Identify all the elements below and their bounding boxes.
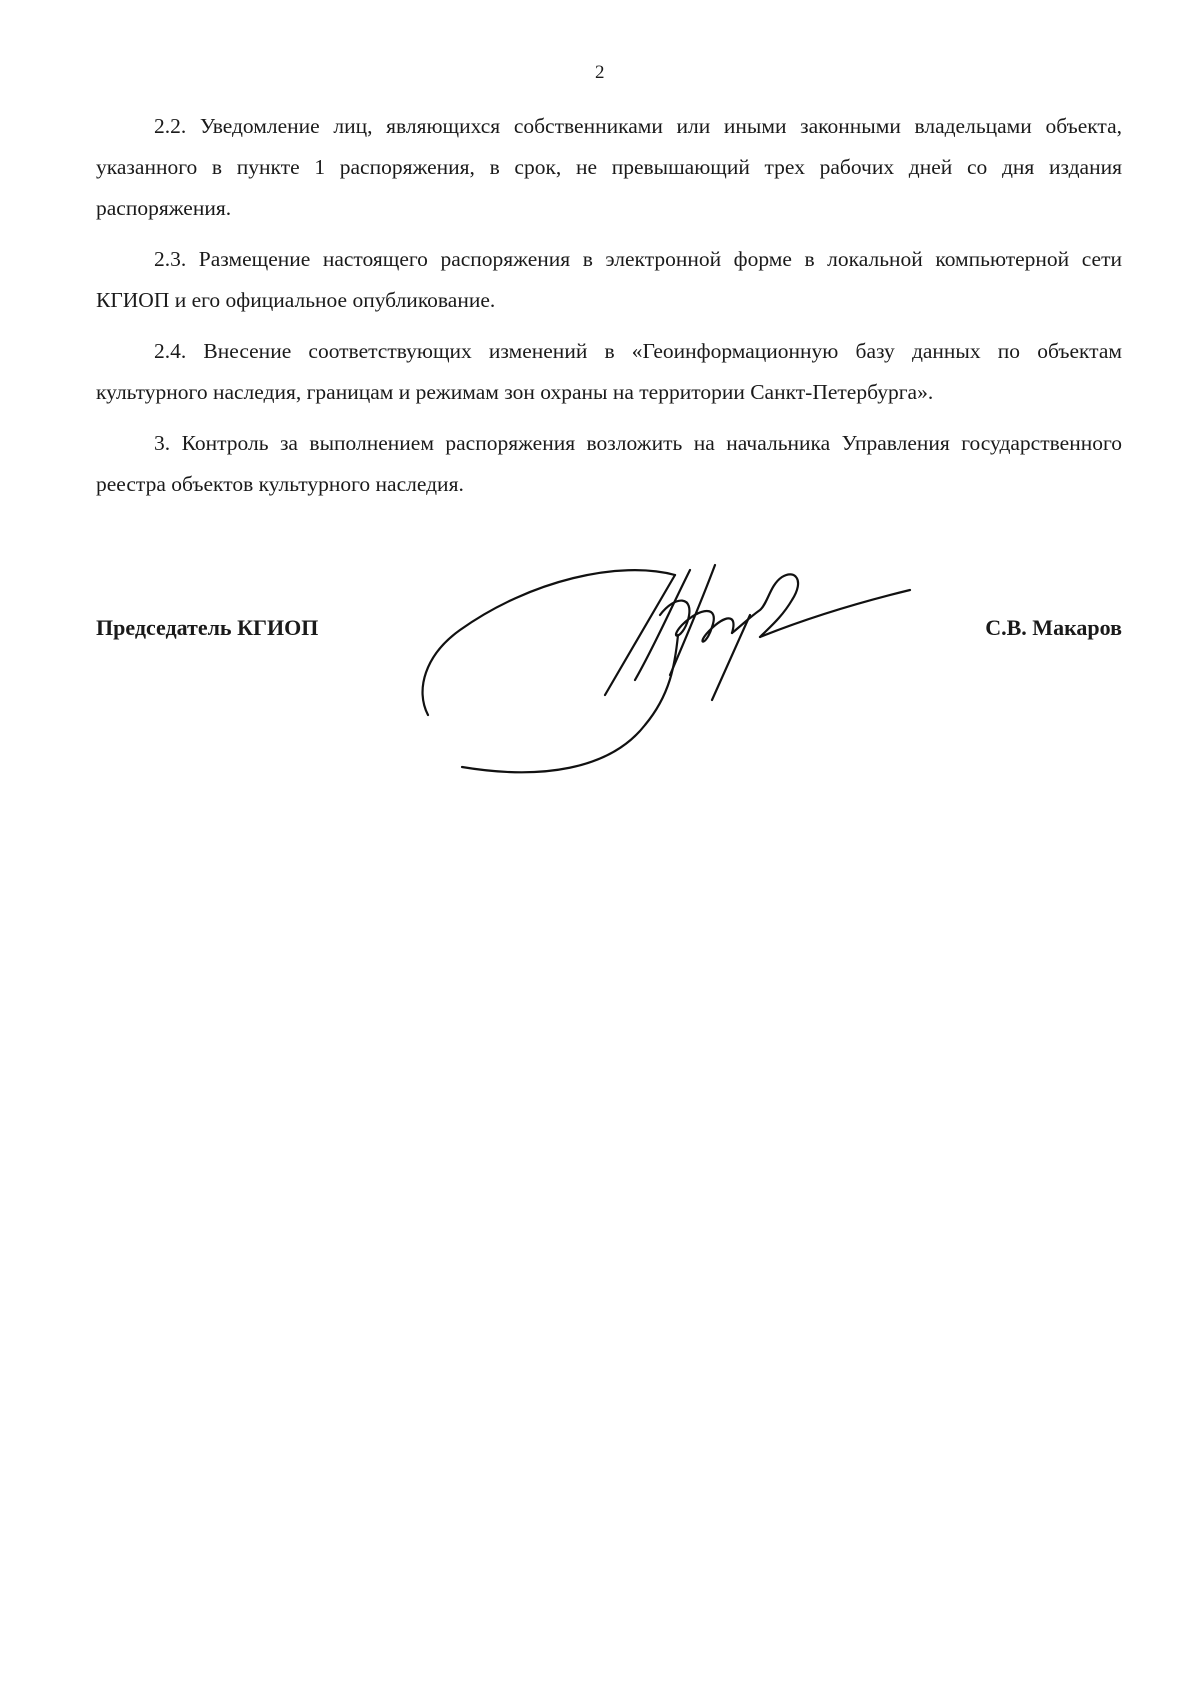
document-body (96, 106, 1122, 515)
page-number: 2 (595, 62, 605, 83)
handwritten-signature-icon (420, 555, 960, 805)
paragraph-2-2: 2.2. Уведомление лиц, являющихся собственниками или иными законными владельцами объекта, указанного в пункте 1 распоряжения, в срок, не превышающий трех рабочих дней со дня издания распоряжения. (96, 114, 1122, 220)
paragraph-2-4: 2.4. Внесение соответствующих изменений в «Геоинформационную базу данных по объектам культурного наследия, границам и режимам зон охраны на территории Санкт-Петербурга». (96, 339, 1122, 404)
paragraph-2-3: 2.3. Размещение настоящего распоряжения в электронной форме в локальной компьютерной сети КГИОП и его официальное опубликование. (96, 247, 1122, 312)
paragraph-3: 3. Контроль за выполнением распоряжения возложить на начальника Управления государственного реестра объектов культурного наследия. (96, 431, 1122, 496)
signatory-title: Председатель КГИОП (96, 615, 319, 640)
signatory-name: С.В. Макаров (985, 615, 1122, 640)
